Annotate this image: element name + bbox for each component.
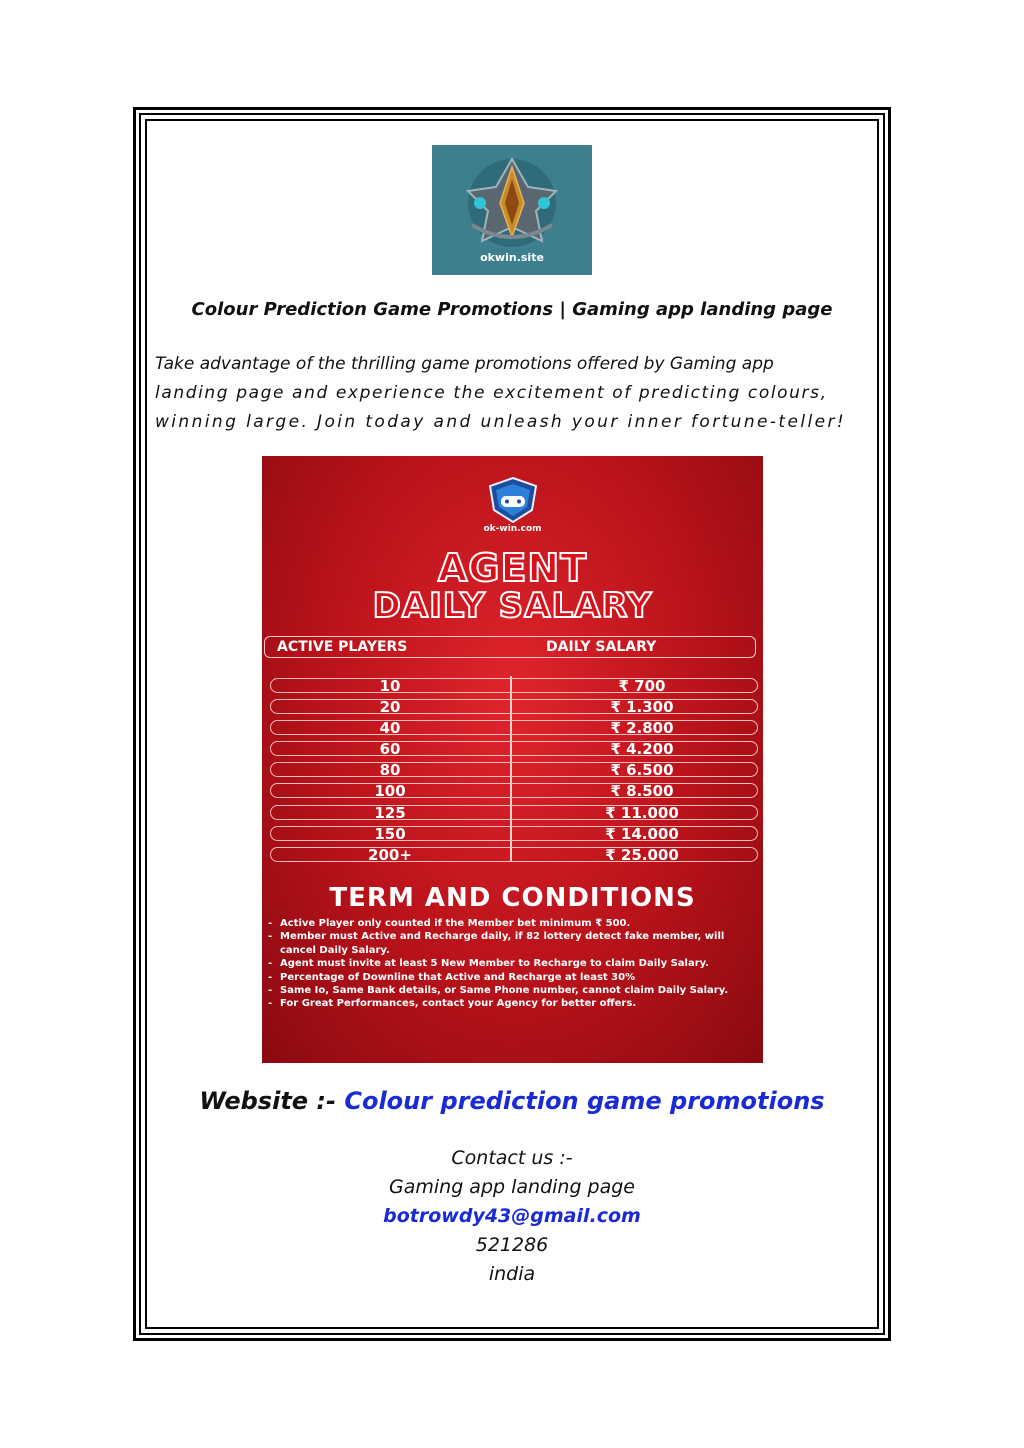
table-row	[270, 759, 762, 780]
website-link[interactable]: Colour prediction game promotions	[344, 1087, 825, 1115]
contact-name: Gaming app landing page	[389, 1176, 635, 1198]
okwin-logo-image	[432, 145, 592, 275]
players-cell: 100	[374, 782, 406, 801]
players-cell: 200+	[368, 845, 412, 864]
table-row	[270, 675, 762, 696]
players-cell: 80	[379, 761, 401, 780]
description-line: Take advantage of the thrilling game promotions offered by Gaming app	[155, 354, 774, 374]
salary-cell: ₹ 2.800	[610, 719, 674, 738]
salary-cell: ₹ 700	[618, 677, 666, 695]
poster-heading-agent: AGENT	[437, 546, 588, 590]
players-cell: 125	[374, 803, 406, 822]
contact-country: india	[488, 1263, 536, 1285]
column-header-active-players: ACTIVE PLAYERS	[277, 639, 408, 655]
terms-item: - Member must Active and Recharge daily, if 82 lottery detect fake member, will cancel Daily Salary.	[268, 930, 760, 957]
website-label: Website :-	[199, 1087, 345, 1115]
terms-heading: TERM AND CONDITIONS	[329, 883, 696, 913]
salary-cell: ₹ 4.200	[610, 740, 674, 759]
terms-item: - Agent must invite at least 5 New Member to Recharge to claim Daily Salary.	[268, 957, 760, 970]
salary-cell: ₹ 8.500	[610, 782, 674, 801]
contact-pin: 521286	[475, 1234, 549, 1256]
table-row	[270, 823, 762, 844]
description-line: winning large. Join today and unleash your inner fortune-teller!	[155, 412, 847, 432]
table-row	[270, 696, 762, 717]
table-row	[270, 802, 762, 823]
promo-poster	[262, 456, 763, 1063]
column-header-daily-salary: DAILY SALARY	[546, 639, 657, 655]
terms-item: - Active Player only counted if the Member bet minimum ₹ 500.	[268, 917, 760, 930]
salary-cell: ₹ 1.300	[610, 698, 674, 717]
salary-table	[270, 675, 762, 865]
terms-item: - Same Io, Same Bank details, or Same Phone number, cannot claim Daily Salary.	[268, 984, 760, 997]
logo-caption: okwin.site	[480, 251, 544, 264]
description-line: landing page and experience the excitement of predicting colours,	[155, 383, 828, 403]
terms-list	[268, 917, 760, 1011]
description	[155, 350, 869, 437]
table-row	[270, 844, 762, 865]
players-cell: 20	[379, 698, 401, 717]
gamepad-shield-icon	[484, 476, 542, 524]
table-row	[270, 738, 762, 759]
terms-item: - Percentage of Downline that Active and Recharge at least 30%	[268, 971, 760, 984]
contact-email-link[interactable]: botrowdy43@gmail.com	[383, 1205, 641, 1227]
salary-cell: ₹ 11.000	[605, 803, 679, 822]
salary-cell: ₹ 25.000	[605, 845, 679, 864]
terms-item: - For Great Performances, contact your Agency for better offers.	[268, 997, 760, 1010]
contact-heading: Contact us :-	[451, 1147, 573, 1169]
table-row	[270, 717, 762, 738]
players-cell: 10	[379, 677, 401, 695]
website-line	[0, 1087, 1024, 1115]
players-cell: 60	[379, 740, 401, 759]
salary-table-header	[264, 636, 756, 658]
page-title: Colour Prediction Game Promotions | Gaming app landing page	[191, 299, 833, 320]
poster-heading-daily-salary: DAILY SALARY	[372, 586, 653, 626]
salary-cell: ₹ 6.500	[610, 761, 674, 780]
table-row	[270, 780, 762, 801]
poster-site: ok-win.com	[483, 524, 542, 534]
players-cell: 150	[374, 824, 406, 843]
salary-cell: ₹ 14.000	[605, 824, 679, 843]
players-cell: 40	[379, 719, 401, 738]
